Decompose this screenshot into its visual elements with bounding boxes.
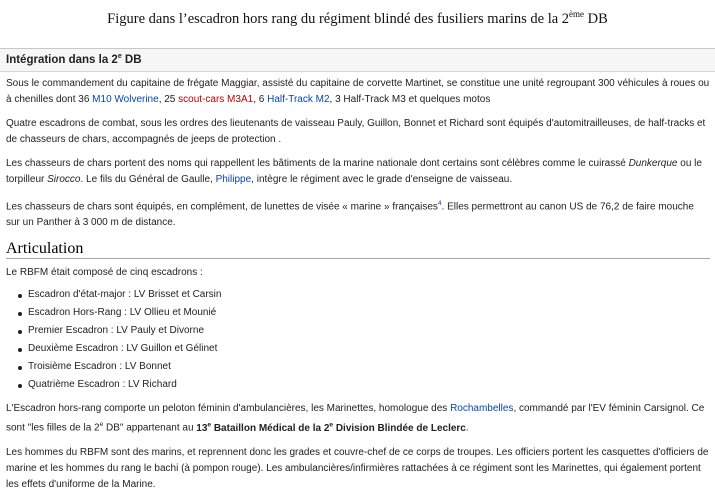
link-m10-wolverine[interactable]: M10 Wolverine — [92, 94, 159, 105]
p5-text-b: , commandé par l'EV féminin Carsignol. Ce sont "les filles de la 2 — [6, 403, 705, 434]
p3-italic-sirocco: Sirocco — [47, 174, 81, 185]
escadron-list — [6, 287, 710, 393]
p5-text-d: . — [465, 422, 469, 434]
articulation-heading: Articulation — [6, 241, 710, 259]
reference-4[interactable]: 4 — [437, 200, 442, 207]
paragraph-chasseurs-noms — [6, 156, 710, 188]
article-body — [6, 76, 710, 501]
p5-sup: e — [99, 421, 104, 429]
list-item — [18, 377, 710, 393]
p5-bold-sup-2: e — [329, 421, 334, 429]
section-title-text: Intégration dans la 2 — [6, 53, 118, 66]
caption-text: Figure dans l’escadron hors rang du régiment blindé des fusiliers marins de la 2 — [107, 10, 570, 27]
list-item-text: Troisième Escadron : LV Bonnet — [28, 361, 171, 373]
p5-bold-1: 13 — [196, 422, 208, 434]
bullet-icon — [18, 330, 22, 334]
section-title-tail: DB — [121, 53, 142, 66]
link-rochambelles[interactable]: Rochambelles — [450, 403, 514, 415]
paragraph-marinettes — [6, 401, 710, 436]
p1-text-b: , 25 — [158, 94, 179, 105]
list-item-text: Deuxième Escadron : LV Guillon et Gélinet — [28, 343, 218, 355]
p5-bold-2: Bataillon Médical de la 2 — [211, 422, 330, 434]
list-item — [18, 359, 710, 375]
bullet-icon — [18, 294, 22, 298]
bullet-icon — [18, 312, 22, 316]
list-item-text: Quatrième Escadron : LV Richard — [28, 379, 177, 391]
p4-text-b: . Elles permettront au canon US de 76,2 de faire mouche sur un Panther à 3 000 m de distance. — [6, 201, 694, 229]
list-item — [18, 323, 710, 339]
paragraph-lunettes — [6, 196, 710, 231]
list-item — [18, 305, 710, 321]
link-scout-cars[interactable]: scout-cars M3A1 — [178, 94, 254, 105]
list-item-text: Escadron Hors-Rang : LV Ollieu et Mounié — [28, 307, 217, 319]
articulation-intro: Le RBFM était composé de cinq escadrons : — [6, 267, 203, 279]
list-item-text: Premier Escadron : LV Pauly et Divorne — [28, 325, 205, 337]
p3-text-a: Les chasseurs de chars portent des noms qui rappellent les bâtiments de la marine nationale dont certains sont célèbres comme le cuirassé — [6, 158, 629, 169]
p5-text-c: DB" appartenant au — [103, 422, 197, 434]
p3-text-b: ou le torpilleur — [6, 158, 702, 185]
list-item — [18, 287, 710, 303]
caption-tail: DB — [584, 10, 608, 27]
section-title-sup: e — [117, 53, 122, 60]
section-title — [0, 49, 715, 66]
bullet-icon — [18, 348, 22, 352]
p3-text-c: . Le fils du Général de Gaulle, — [80, 174, 216, 185]
p4-text-a: Les chasseurs de chars sont équipés, en complément, de lunettes de visée « marine » françaises — [6, 201, 438, 213]
list-item-text: Escadron d'état-major : LV Brisset et Carsin — [28, 289, 222, 301]
bullet-icon — [18, 384, 22, 388]
bullet-icon — [18, 366, 22, 370]
section-header — [0, 48, 715, 72]
link-half-track-m2[interactable]: Half-Track M2 — [267, 94, 330, 105]
p1-text-d: , 3 Half-Track M3 et quelques motos — [329, 94, 491, 105]
p3-italic-dunkerque: Dunkerque — [628, 158, 678, 169]
caption-sup: ème — [569, 9, 585, 19]
p1-text-a: Sous le commandement du capitaine de frégate Maggiar, assisté du capitaine de corvette Martinet, se constitue une unité regroupant 300 véhicules à roues ou à chenilles dont 36 — [6, 78, 710, 105]
paragraph-uniformes: Les hommes du RBFM sont des marins, et reprennent donc les grades et couvre-chef de ce corps de troupes. Les officiers portent les casquettes d'officiers de marine et les hommes du rang le bachi (à pompon rouge). Les ambulancières/infirmières rattachées à ce régiment sont les Marinettes, qui également portent les effets d'uniforme de la Marine. — [6, 446, 709, 490]
p1-text-c: , 6 — [253, 94, 268, 105]
p5-bold-3: Division Blindée de Leclerc — [333, 422, 466, 434]
paragraph-composition — [6, 76, 710, 108]
p5-text-a: L'Escadron hors-rang comporte un peloton féminin d'ambulancières, les Marinettes, homologue des — [6, 403, 451, 415]
link-philippe[interactable]: Philippe — [215, 174, 252, 185]
paragraph-escadrons: Quatre escadrons de combat, sous les ordres des lieutenants de vaisseau Pauly, Guillon, Bonnet et Richard sont équipés d'automitrailleuses, de half-tracks et de chasseurs de chars, accompagnés de jeeps de protection . — [6, 118, 706, 145]
p5-bold-sup-1: e — [207, 421, 212, 429]
p3-text-d: , intègre le régiment avec le grade d'enseigne de vaisseau. — [251, 174, 513, 185]
figure-caption — [0, 9, 715, 28]
list-item — [18, 341, 710, 357]
p5-bold-bataillon — [196, 423, 466, 434]
